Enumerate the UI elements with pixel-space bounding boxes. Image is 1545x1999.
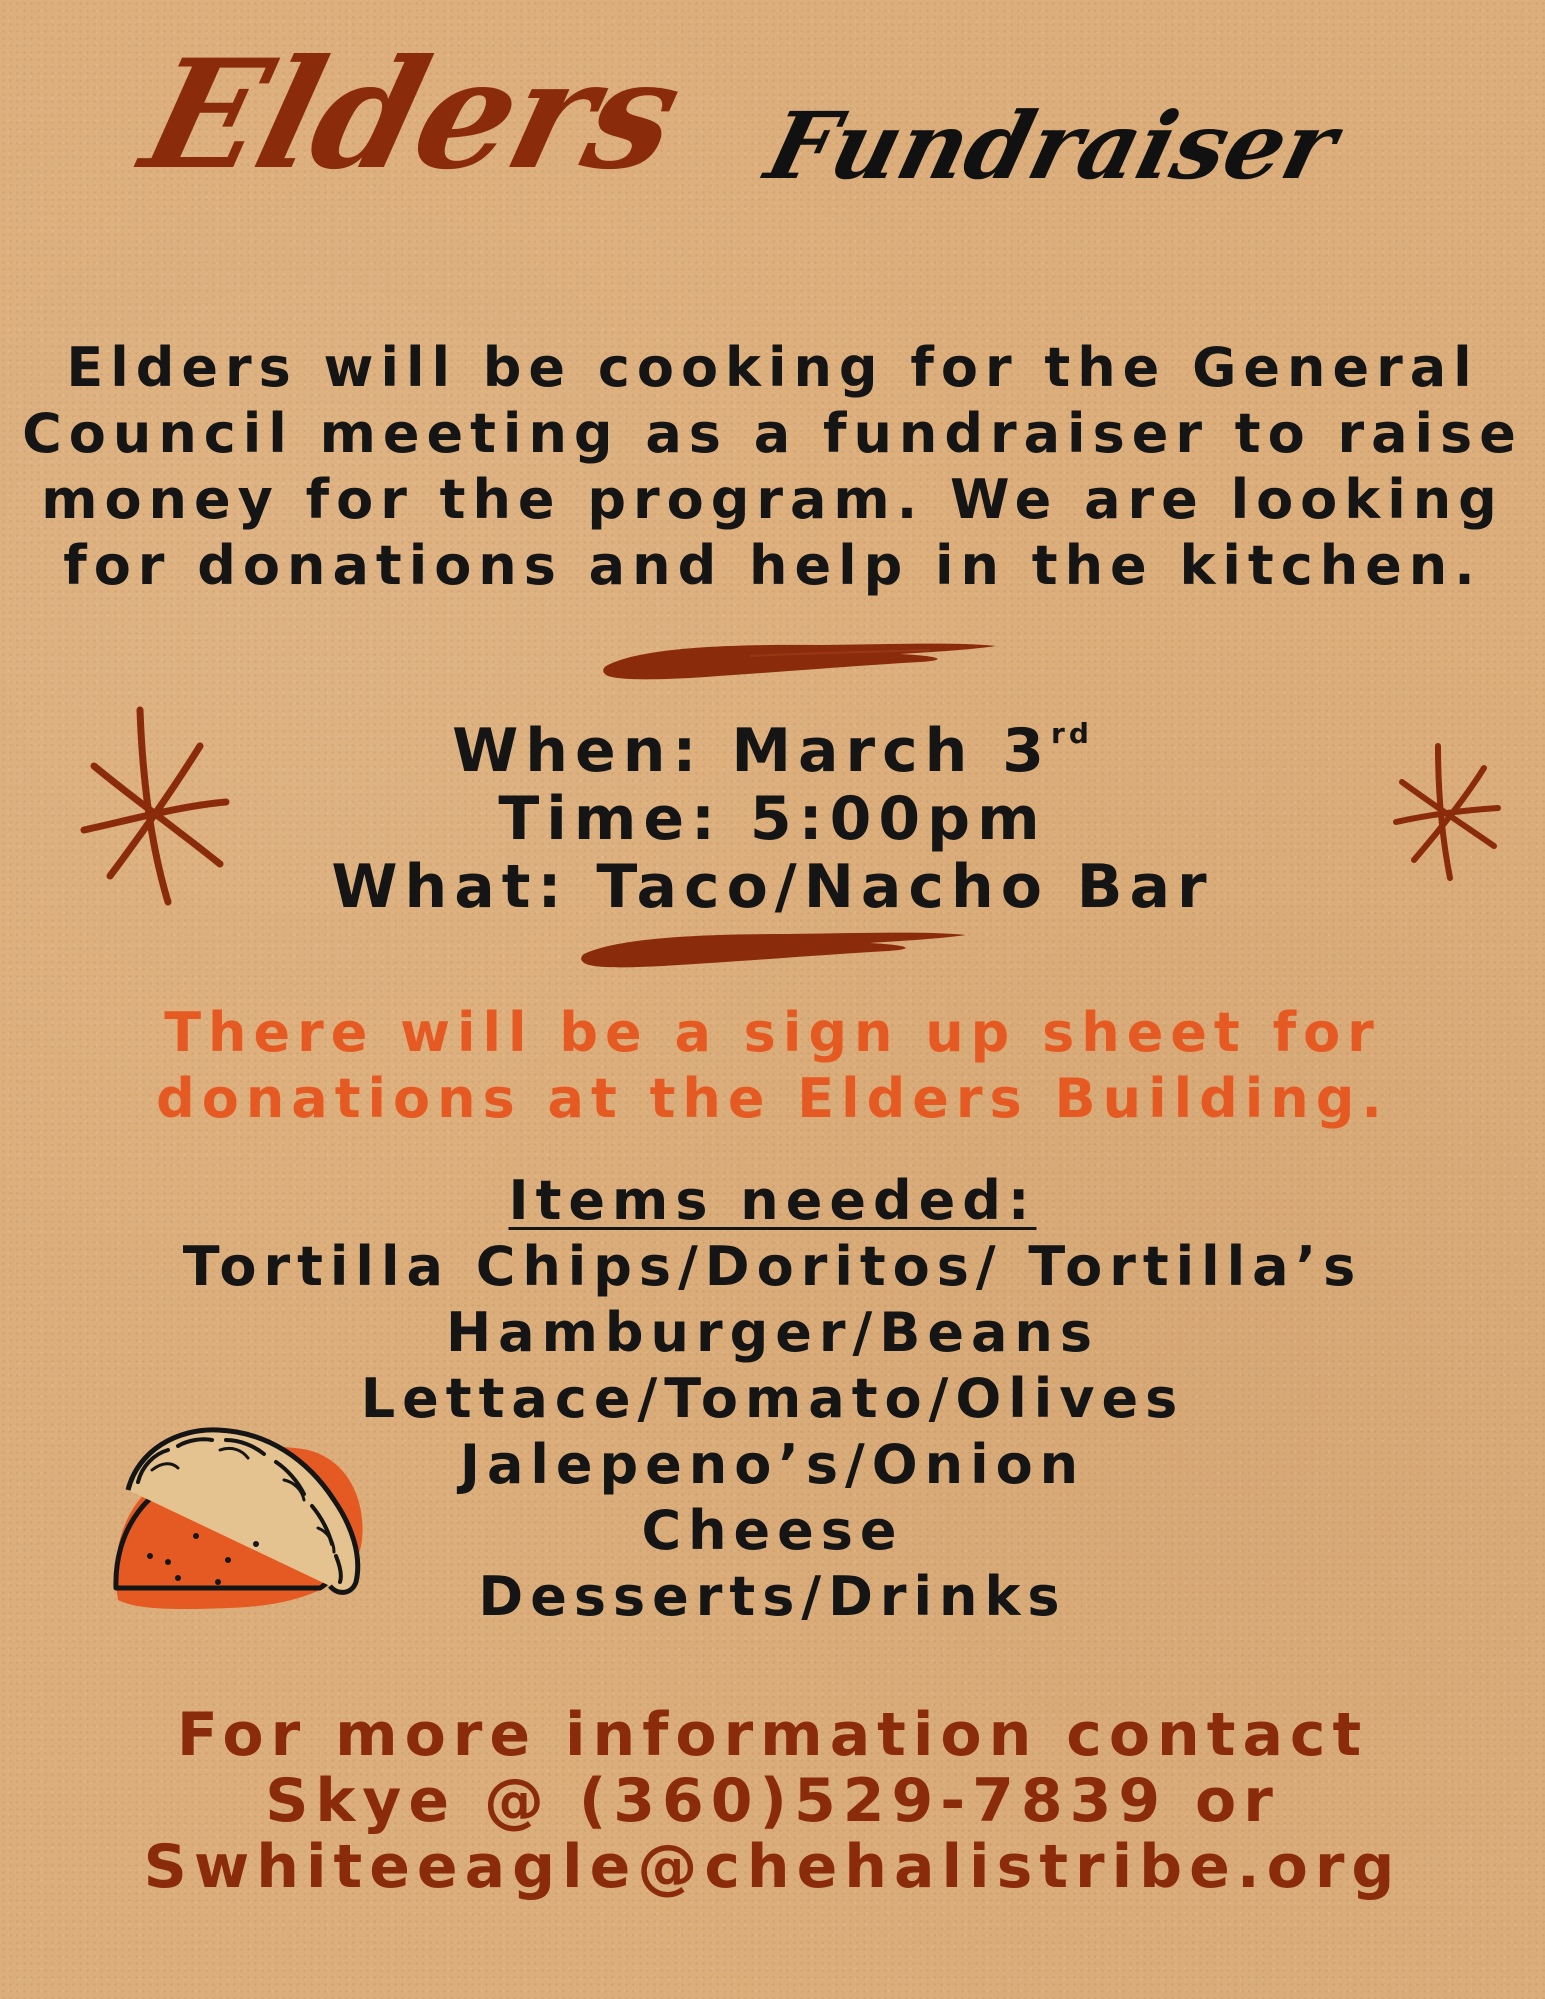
list-item: Desserts/Drinks xyxy=(478,1565,1067,1628)
event-details xyxy=(0,700,1545,921)
when-suffix: rd xyxy=(1051,717,1093,750)
asterisk-star-icon xyxy=(80,706,230,906)
title-fundraiser: Fundraiser xyxy=(756,92,1348,200)
list-item: Tortilla Chips/Doritos/ Tortilla’s xyxy=(182,1235,1363,1298)
brush-stroke-divider-top xyxy=(600,636,1000,684)
title-elders: Elders xyxy=(128,27,696,203)
signup-line: donations at the Elders Building. xyxy=(156,1067,1389,1130)
time-line: Time: 5:00pm xyxy=(498,784,1047,854)
intro-paragraph xyxy=(0,335,1545,599)
contact-line: For more information contact xyxy=(176,1700,1369,1770)
when-line xyxy=(0,700,1545,785)
signup-notice xyxy=(0,1000,1545,1132)
brush-stroke-divider-bottom xyxy=(578,924,970,972)
intro-line: money for the program. We are looking xyxy=(41,468,1504,531)
signup-line: There will be a sign up sheet for xyxy=(164,1001,1381,1064)
list-item: Lettace/Tomato/Olives xyxy=(360,1367,1185,1430)
what-line: What: Taco/Nacho Bar xyxy=(331,852,1214,922)
items-heading: Items needed: xyxy=(508,1169,1037,1232)
list-item: Jalepeno’s/Onion xyxy=(459,1433,1086,1496)
intro-line: Elders will be cooking for the General xyxy=(66,336,1479,399)
taco-icon xyxy=(108,1410,370,1610)
list-item: Hamburger/Beans xyxy=(445,1301,1100,1364)
contact-line: Skye @ (360)529-7839 or xyxy=(265,1766,1280,1836)
contact-email: Swhiteeagle@chehalistribe.org xyxy=(143,1832,1402,1902)
when-text: When: March 3 xyxy=(452,716,1052,786)
asterisk-star-icon xyxy=(1392,742,1502,882)
intro-line: Council meeting as a fundraiser to raise xyxy=(22,402,1523,465)
intro-line: for donations and help in the kitchen. xyxy=(63,534,1482,597)
contact-info xyxy=(0,1702,1545,1900)
list-item: Cheese xyxy=(641,1499,904,1562)
